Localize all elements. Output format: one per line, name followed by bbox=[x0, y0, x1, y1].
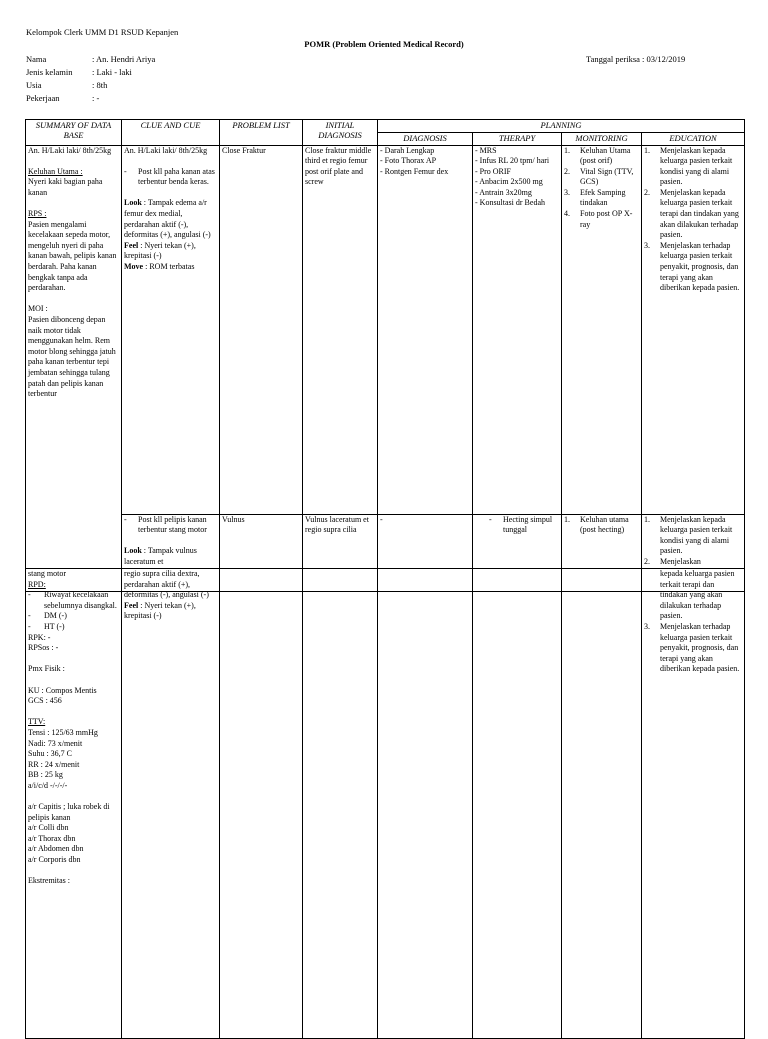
therapy-item: - Anbacim 2x500 mg bbox=[475, 177, 543, 187]
field-value-nama: : An. Hendri Ariya bbox=[92, 54, 156, 64]
education-item: 1. Menjelaskan kepada keluarga pasien terkait kondisi yang di alami pasien. bbox=[644, 145, 733, 187]
field-label-nama: Nama bbox=[26, 54, 47, 64]
diagnosis-item: - Rontgen Femur dex bbox=[380, 166, 449, 176]
pomr-table-page2 bbox=[25, 568, 745, 1039]
keluhan-utama-label: Keluhan Utama : bbox=[28, 166, 83, 176]
clue-item: - Post kll pelipis kanan terbentur stang motor bbox=[124, 514, 207, 535]
ar-item: a/r Corporis dbn bbox=[28, 855, 81, 865]
header-initial-diagnosis: INITIAL DIAGNOSIS bbox=[303, 120, 378, 146]
clue-cell-continued bbox=[122, 569, 220, 1039]
therapy-item: - MRS bbox=[475, 145, 497, 155]
education-item: 3. Menjelaskan terhadap keluarga pasien terkait penyakit, prognosis, dan terapi yang akan diberikan kepada pasien. bbox=[644, 621, 740, 674]
summary-cell-continued bbox=[26, 569, 122, 1039]
ttv-label: TTV: bbox=[28, 717, 46, 727]
summary-continued-text: stang motor bbox=[28, 569, 66, 578]
gcs-text: GCS : 456 bbox=[28, 696, 62, 706]
problem-close-fraktur: Close Fraktur bbox=[220, 145, 303, 514]
rpd-item: - DM (-) bbox=[28, 611, 67, 621]
header-therapy: THERAPY bbox=[473, 133, 562, 146]
clue-look: Look : Tampak edema a/r femur dex medial, perdarahan aktif (-), deformitas (+), angulasi (-) bbox=[124, 198, 211, 240]
ttv-item: RR : 24 x/menit bbox=[28, 759, 80, 769]
therapy-item: - Hecting simpul tunggal bbox=[489, 514, 553, 535]
clue-cell-fraktur bbox=[122, 145, 220, 514]
diagnosis-cell-continued bbox=[378, 569, 473, 1039]
org-name: Kelompok Clerk UMM D1 RSUD Kepanjen bbox=[26, 27, 179, 37]
header-education: EDUCATION bbox=[642, 133, 745, 146]
clue-continued-text: regio supra cilia dextra, perdarahan aktif (+), deformitas (-), angulasi (-) bbox=[124, 569, 209, 600]
rpd-label: RPD: bbox=[28, 579, 46, 589]
field-value-jenis-kelamin: : Laki - laki bbox=[92, 67, 132, 77]
initial-cell-continued bbox=[303, 569, 378, 1039]
header-problem-list: PROBLEM LIST bbox=[220, 120, 303, 146]
field-label-pekerjaan: Pekerjaan bbox=[26, 93, 60, 103]
monitoring-plan-fraktur bbox=[562, 145, 642, 514]
ar-item: a/r Colli dbn bbox=[28, 823, 69, 833]
ar-item: a/r Capitis ; luka robek di pelipis kanan bbox=[28, 802, 110, 822]
header-diagnosis: DIAGNOSIS bbox=[378, 133, 473, 146]
therapy-item: - Infus RL 20 tpm/ hari bbox=[475, 156, 550, 166]
field-value-pekerjaan: : - bbox=[92, 93, 100, 103]
rps-text: Pasien mengalami kecelakaan sepeda motor, mengeluh nyeri di paha kanan bawah, pelipis kanan berdarah. Paha kanan bengkak tanpa ada perdarahan. bbox=[28, 219, 117, 293]
rpd-item: - HT (-) bbox=[28, 621, 65, 631]
ar-item: a/r Thorax dbn bbox=[28, 833, 76, 843]
header-planning: PLANNING bbox=[378, 120, 745, 133]
monitoring-item: 1. Keluhan utama (post hecting) bbox=[564, 514, 629, 535]
monitoring-item: 3. Efek Samping tindakan bbox=[564, 187, 626, 208]
pomr-table-page1 bbox=[25, 119, 745, 592]
ttv-item: Suhu : 36,7 C bbox=[28, 749, 73, 759]
education-item: 2. Menjelaskan bbox=[644, 556, 701, 566]
clue-look: Look : Tampak vulnus laceratum et bbox=[124, 546, 197, 566]
problem-vulnus: Vulnus bbox=[220, 514, 303, 591]
moi-label: MOI : bbox=[28, 304, 48, 314]
header-monitoring: MONITORING bbox=[562, 133, 642, 146]
diagnosis-item: - Darah Lengkap bbox=[380, 145, 435, 155]
exam-date: Tanggal periksa : 03/12/2019 bbox=[586, 54, 686, 64]
rpd-item: - Riwayat kecelakaan sebelumnya disangkal. bbox=[28, 590, 117, 610]
clue-feel: Feel : Nyeri tekan (+), krepitasi (-) bbox=[124, 240, 196, 261]
clue-item: - Post kll paha kanan atas terbentur benda keras. bbox=[124, 166, 215, 187]
clue-patient-id: An. H/Laki laki/ 8th/25kg bbox=[124, 145, 208, 155]
page-title: POMR (Problem Oriented Medical Record) bbox=[304, 39, 464, 49]
ku-text: KU : Compos Mentis bbox=[28, 685, 97, 695]
monitoring-cell-continued bbox=[562, 569, 642, 1039]
ekstremitas-label: Ekstremitas : bbox=[28, 876, 70, 886]
initial-diagnosis-vulnus: Vulnus laceratum et regio supra cilia bbox=[303, 514, 378, 591]
field-label-jenis-kelamin: Jenis kelamin bbox=[26, 67, 73, 77]
education-item: kepada keluarga pasien terkait terapi dan tindakan yang akan dilakukan terhadap pasien. bbox=[660, 569, 735, 621]
field-label-usia: Usia bbox=[26, 80, 42, 90]
clue-feel: Feel : Nyeri tekan (+), krepitasi (-) bbox=[124, 600, 196, 621]
monitoring-item: 1. Keluhan Utama (post orif) bbox=[564, 145, 631, 166]
keluhan-utama-text: Nyeri kaki bagian paha kanan bbox=[28, 177, 103, 197]
header-summary: SUMMARY OF DATA BASE bbox=[26, 120, 122, 146]
education-cell-continued bbox=[642, 569, 745, 1039]
therapy-item: - Konsultasi dr Bedah bbox=[475, 198, 545, 208]
education-item: 2. Menjelaskan kepada keluarga pasien terkait terapi dan tindakan yang akan dilakukan terhadap pasien. bbox=[644, 187, 739, 240]
initial-diagnosis-fraktur: Close fraktur middle third et regio femur post orif plate and screw bbox=[303, 145, 378, 514]
rps-label: RPS : bbox=[28, 209, 47, 219]
rpsos-text: RPSos : - bbox=[28, 643, 59, 653]
rpk-text: RPK: - bbox=[28, 632, 51, 642]
education-item: 1. Menjelaskan kepada keluarga pasien terkait kondisi yang di alami pasien. bbox=[644, 514, 733, 556]
ttv-item: BB : 25 kg bbox=[28, 770, 63, 780]
clue-move: Move : ROM terbatas bbox=[124, 262, 195, 272]
monitoring-item: 4. Foto post OP X-ray bbox=[564, 209, 633, 229]
therapy-item: - Pro ORIF bbox=[475, 166, 512, 176]
ttv-item: Nadi: 73 x/menit bbox=[28, 738, 83, 748]
summary-cell bbox=[26, 145, 122, 591]
monitoring-item: 2. Vital Sign (TTV, GCS) bbox=[564, 166, 634, 187]
therapy-plan-fraktur bbox=[473, 145, 562, 514]
moi-text: Pasien dibonceng depan naik motor tidak menggunakan helm. Rem motor blong sehingga jatuh paha kanan terbentur tepi jembatan sehingga tulang patah dan pelipis kanan terbentur bbox=[28, 315, 116, 399]
ttv-item: a/i/c/d -/-/-/- bbox=[28, 780, 68, 790]
ttv-item: Tensi : 125/63 mmHg bbox=[28, 727, 98, 737]
pmx-fisik-label: Pmx Fisik : bbox=[28, 664, 65, 674]
patient-id: An. H/Laki laki/ 8th/25kg bbox=[28, 145, 112, 155]
diagnosis-plan-vulnus: - bbox=[378, 514, 473, 591]
education-item: 3. Menjelaskan terhadap keluarga pasien terkait penyakit, prognosis, dan terapi yang akan diberikan kepada pasien. bbox=[644, 240, 740, 293]
header-clue: CLUE AND CUE bbox=[122, 120, 220, 146]
ar-item: a/r Abdomen dbn bbox=[28, 844, 84, 854]
therapy-cell-continued bbox=[473, 569, 562, 1039]
diagnosis-plan-fraktur bbox=[378, 145, 473, 514]
therapy-item: - Antrain 3x20mg bbox=[475, 187, 532, 197]
education-plan-fraktur bbox=[642, 145, 745, 514]
diagnosis-item: - Foto Thorax AP bbox=[380, 156, 437, 166]
problem-cell-continued bbox=[220, 569, 303, 1039]
field-value-usia: : 8th bbox=[92, 80, 108, 90]
